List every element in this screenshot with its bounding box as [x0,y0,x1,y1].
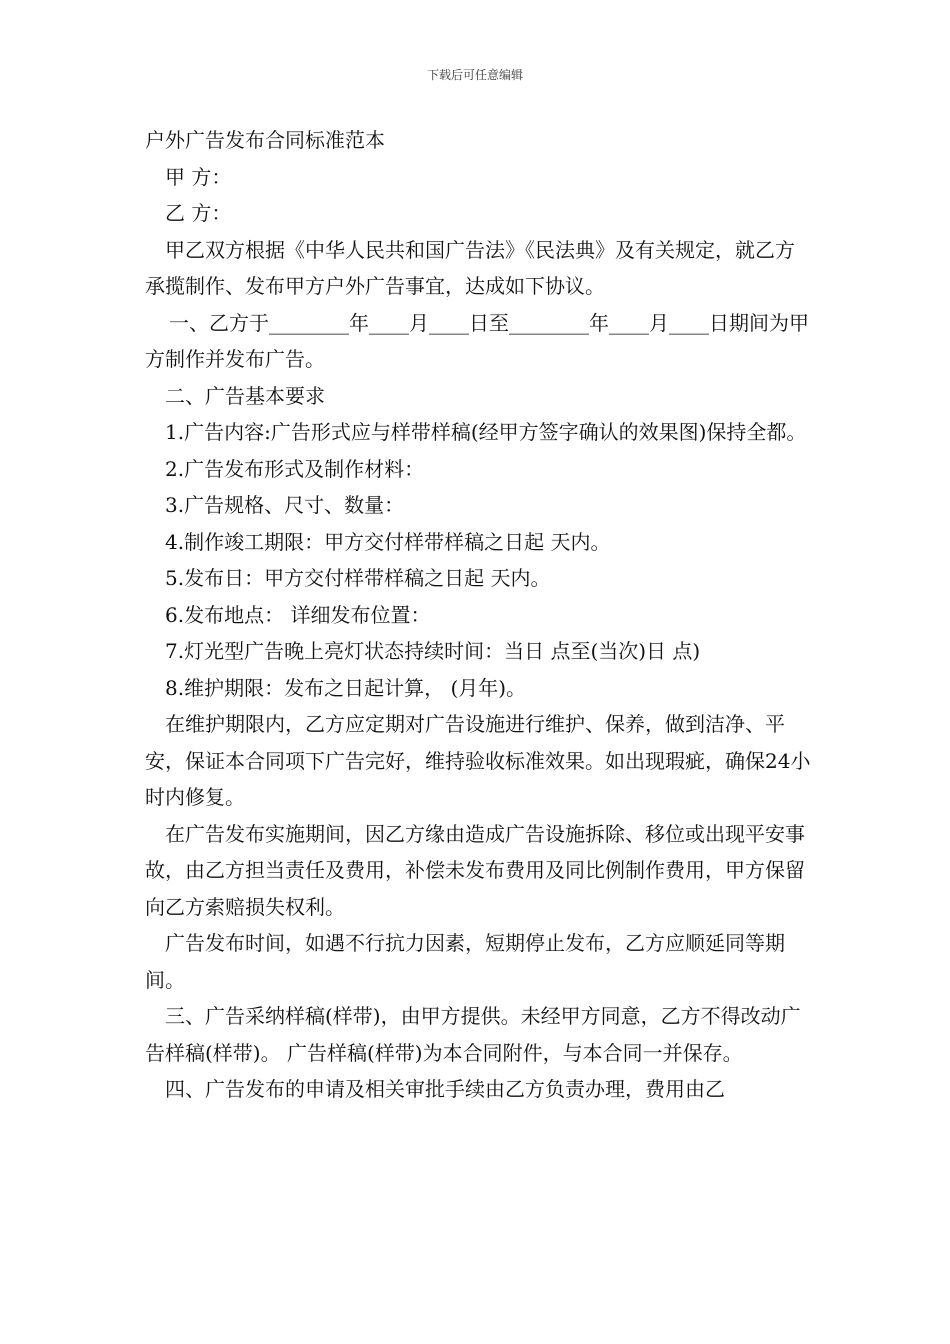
party-a-line: 甲 方： [165,164,232,189]
maintenance-paragraph: 在维护期限内，乙方应定期对广告设施进行维护、保养，做到洁净、平安，保证本合同项下广告完好，维持验收标准效果。如出现瑕疵，确保24小时内修复。 [145,712,811,809]
clause-3: 三、广告采纳样稿(样带)，由甲方提供。未经甲方同意，乙方不得改动广告样稿(样带)。 广告样稿(样带)为本合同附件，与本合同一并保存。 [145,1004,801,1065]
requirement-item-4: 4.制作竣工期限：甲方交付样带样稿之日起 天内。 [165,529,611,554]
requirement-item-3: 3.广告规格、尺寸、数量： [165,493,405,517]
party-b-line: 乙 方： [165,201,232,225]
force-majeure-paragraph: 广告发布时间，如遇不行抗力因素，短期停止发布，乙方应顺延同等期间。 [145,931,785,992]
document-body [145,122,811,1108]
clause-2-heading: 二、广告基本要求 [165,383,325,408]
requirement-item-7: 7.灯光型广告晚上亮灯状态持续时间：当日 点至(当次)日 点) [165,639,701,663]
document-title: 户外广告发布合同标准范本 [145,128,385,152]
clause-4: 四、广告发布的申请及相关审批手续由乙方负责办理，费用由乙 [165,1077,725,1101]
requirement-item-2: 2.广告发布形式及制作材料： [165,456,425,481]
requirement-item-5: 5.发布日：甲方交付样带样稿之日起 天内。 [165,566,551,590]
page-header-note: 下载后可任意编辑 [426,68,523,82]
intro-paragraph: 甲乙双方根据《中华人民共和国广告法》《民法典》及有关规定，就乙方承揽制作、发布甲方户外广告事宜，达成如下协议。 [145,237,795,298]
liability-paragraph: 在广告发布实施期间，因乙方缘由造成广告设施拆除、移位或出现平安事故，由乙方担当责任及费用，补偿未发布费用及同比例制作费用，甲方保留向乙方索赔损失权利。 [145,821,805,919]
requirement-item-1: 1.广告内容:广告形式应与样带样稿(经甲方签字确认的效果图)保持全都。 [165,420,807,444]
requirement-item-6: 6.发布地点： 详细发布位置： [165,602,431,627]
clause-1: 一、乙方于________年____月____日至________年____月____日期间为甲方制作并发布广告。 [145,310,809,371]
requirement-item-8: 8.维护期限：发布之日起计算， (月年)。 [165,675,527,700]
